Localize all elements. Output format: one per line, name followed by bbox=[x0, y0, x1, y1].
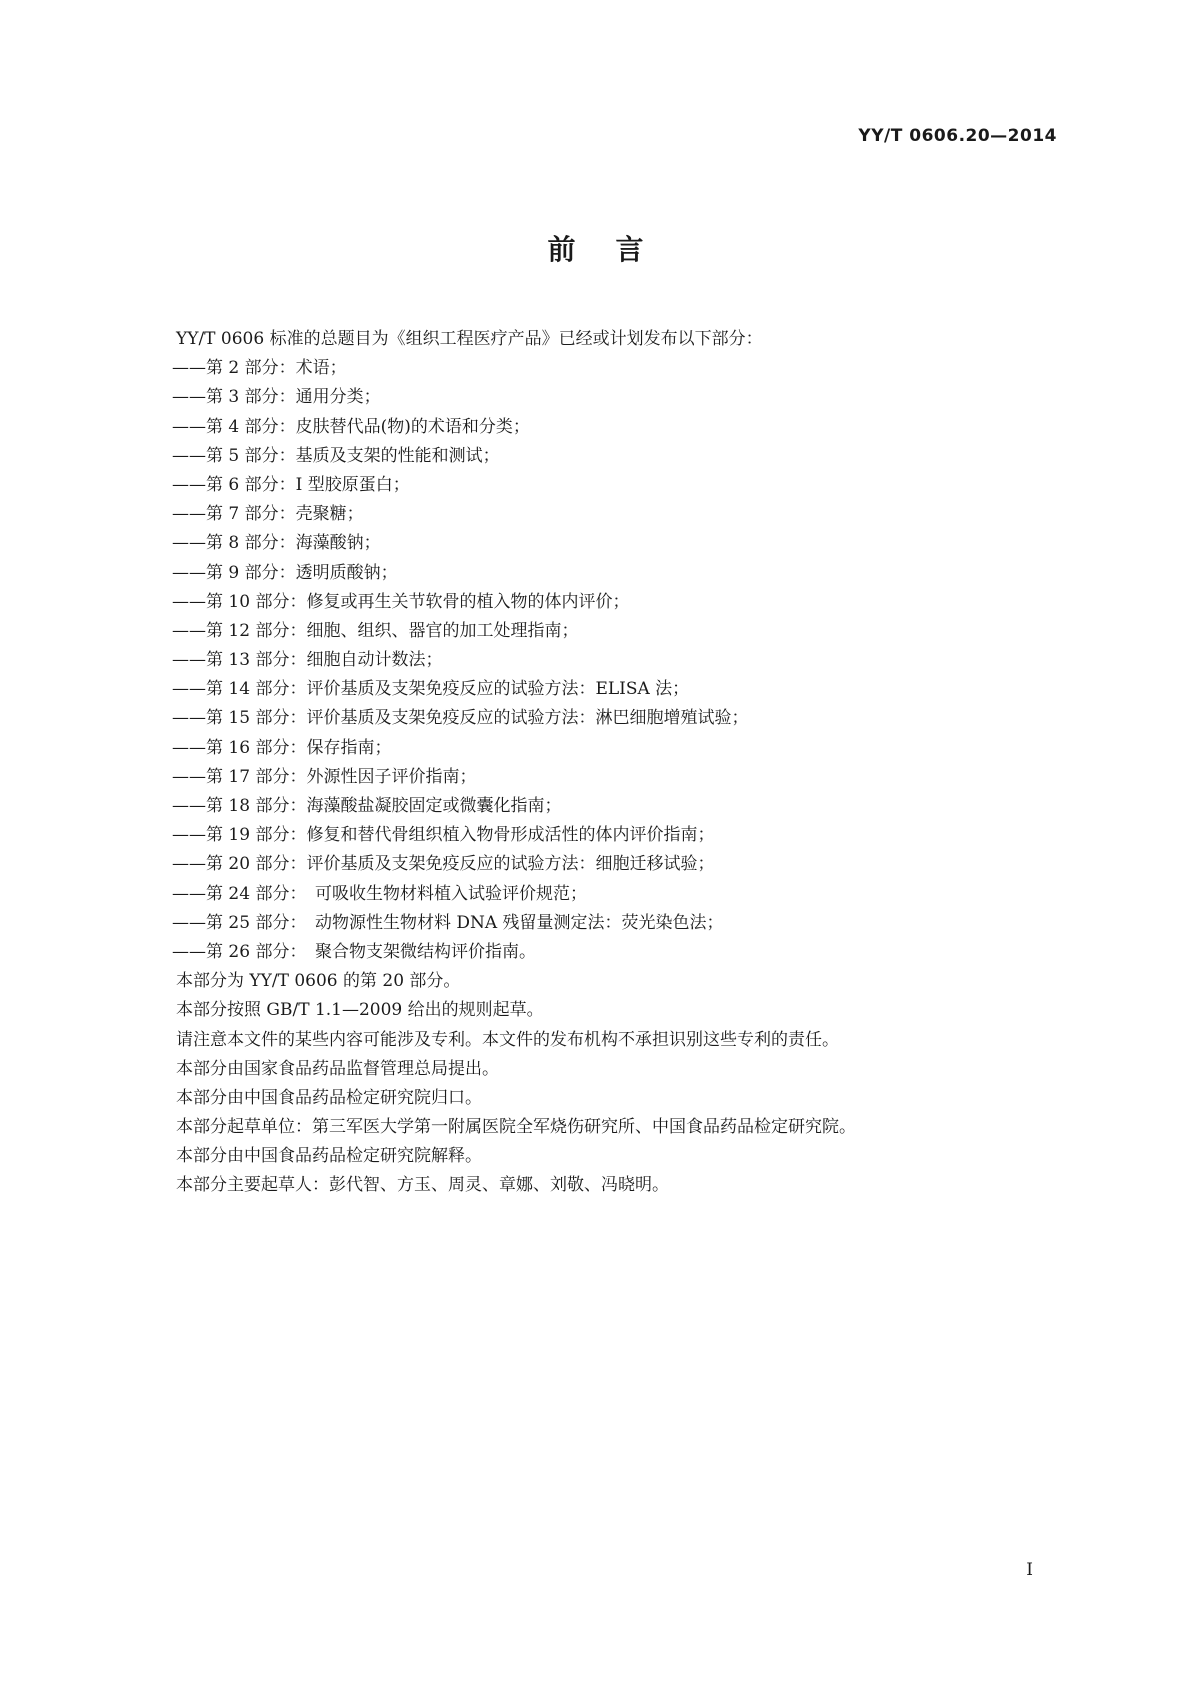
part-item-6: ——第 6 部分：I 型胶原蛋白； bbox=[172, 474, 410, 495]
part-item-2: ——第 2 部分：术语； bbox=[172, 358, 347, 379]
part-list bbox=[172, 354, 1056, 967]
part-item-15: ——第 15 部分：评价基质及支架免疫反应的试验方法：淋巴细胞增殖试验； bbox=[172, 708, 749, 729]
part-item-4: ——第 4 部分：皮肤替代品(物)的术语和分类； bbox=[172, 416, 530, 437]
part-item-24: ——第 24 部分： 可吸收生物材料植入试验评价规范； bbox=[172, 883, 587, 904]
part-item-16: ——第 16 部分：保存指南； bbox=[172, 737, 392, 758]
part-item-18: ——第 18 部分：海藻酸盐凝胶固定或微囊化指南； bbox=[172, 796, 562, 816]
part-item-17: ——第 17 部分：外源性因子评价指南； bbox=[172, 766, 477, 787]
statement-centralized-by: 本部分由中国食品药品检定研究院归口。 bbox=[176, 1087, 482, 1108]
part-item-5: ——第 5 部分：基质及支架的性能和测试； bbox=[172, 445, 500, 466]
statement-drafters: 本部分主要起草人：彭代智、方玉、周灵、章娜、刘敬、冯晓明。 bbox=[176, 1175, 669, 1196]
part-item-10: ——第 10 部分：修复或再生关节软骨的植入物的体内评价； bbox=[172, 591, 630, 612]
statement-interpreted-by: 本部分由中国食品药品检定研究院解释。 bbox=[176, 1146, 482, 1167]
part-item-3: ——第 3 部分：通用分类； bbox=[172, 387, 381, 408]
standard-code: YY/T 0606.20—2014 bbox=[858, 126, 1057, 146]
statement-part-number: 本部分为 YY/T 0606 的第 20 部分。 bbox=[176, 971, 461, 992]
page-title: 前言 bbox=[547, 233, 684, 266]
statement-proposed-by: 本部分由国家食品药品监督管理总局提出。 bbox=[176, 1058, 499, 1079]
part-item-13: ——第 13 部分：细胞自动计数法； bbox=[172, 650, 443, 671]
part-item-8: ——第 8 部分：海藻酸钠； bbox=[172, 533, 381, 554]
part-item-14: ——第 14 部分：评价基质及支架免疫反应的试验方法：ELISA 法； bbox=[172, 679, 690, 700]
part-item-20: ——第 20 部分：评价基质及支架免疫反应的试验方法：细胞迁移试验； bbox=[172, 854, 715, 875]
statement-list bbox=[176, 967, 1056, 1201]
part-item-25: ——第 25 部分： 动物源性生物材料 DNA 残留量测定法：荧光染色法； bbox=[172, 912, 724, 933]
statement-patent-notice: 请注意本文件的某些内容可能涉及专利。本文件的发布机构不承担识别这些专利的责任。 bbox=[176, 1029, 839, 1050]
foreword-body bbox=[172, 325, 1056, 1201]
part-item-7: ——第 7 部分：壳聚糖； bbox=[172, 504, 364, 525]
statement-drafting-rules: 本部分按照 GB/T 1.1—2009 给出的规则起草。 bbox=[176, 1000, 544, 1021]
part-item-9: ——第 9 部分：透明质酸钠； bbox=[172, 562, 398, 583]
part-item-12: ——第 12 部分：细胞、组织、器官的加工处理指南； bbox=[172, 620, 579, 641]
part-item-19: ——第 19 部分：修复和替代骨组织植入物骨形成活性的体内评价指南； bbox=[172, 825, 715, 846]
part-item-26: ——第 26 部分： 聚合物支架微结构评价指南。 bbox=[172, 941, 536, 962]
page-number: I bbox=[1026, 1560, 1033, 1580]
intro-paragraph: YY/T 0606 标准的总题目为《组织工程医疗产品》已经或计划发布以下部分： bbox=[176, 329, 763, 349]
statement-drafting-units: 本部分起草单位：第三军医大学第一附属医院全军烧伤研究所、中国食品药品检定研究院。 bbox=[176, 1117, 856, 1138]
